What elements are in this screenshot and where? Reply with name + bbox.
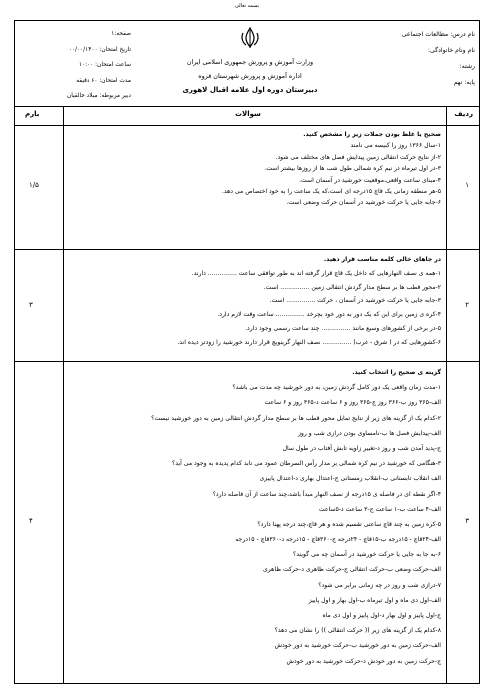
major-label: رشته: (459, 63, 475, 70)
question-title: صحیح یا غلط بودن جملات زیر را مشخص کنید. (303, 131, 441, 138)
row-column-header: ردیف (454, 110, 473, 118)
school-name: دبیرستان دوره اول علامه اقبال لاهوری (182, 86, 318, 94)
answer-options: الف-۴ ساعت ب-۱ ساعت ج-۳ ساعت د-۵ساعت (318, 505, 441, 513)
ministry-name: وزارت آموزش و پرورش جمهوری اسلامی ایران (186, 58, 314, 66)
answer-options: الف-حرکت زمین به دور خورشید ب-حرکت خورشید به دور خودش (274, 642, 441, 650)
answer-options: ج-اول پاییز و اول بهار د-اول پاییز و اول دی ماه (322, 612, 441, 619)
question-title: گزینه ی صحیح را انتخاب کنید. (352, 369, 441, 376)
student-name-label: نام ونام خانوادگی: (427, 47, 475, 54)
question-row-2 (15, 249, 479, 362)
question-item: ۲-محور قطب ها بر سطح مدار گردش انتقالی زمین ............... است. (263, 283, 441, 291)
question-item: ۱-همه ی نصف النهارهایی که داخل یک قاچ قرار گرفته اند به طور توافقی ساعت ............... دارند. (191, 269, 441, 277)
question-item: ۵-در برخی از کشورهای وسیع مانند ............... چند ساعت رسمی وجود دارد. (245, 324, 441, 332)
question-item: ۴-اگر نقطه ای در فاصله ی ۱۵درجه از نصف النهار مبدأ باشد،چند ساعت از آن فاصله دارد؟ (212, 490, 441, 498)
question-block-2 (77, 253, 441, 350)
top-caption: بسمه تعالی (234, 3, 260, 9)
question-block-1 (77, 129, 441, 209)
question-item: ۲-کدام یک از گزینه های زیر از نتایج تمایل محور قطب ها بر سطح مدار گردش انتقالی زمین به دور خورشید نیست؟ (151, 414, 441, 422)
question-item: ۳-هنگامی که خورشید در نیم کره شمالی بر مدار رأس السرطان عمود می تابد کدام پدیده به وجود می آید؟ (171, 460, 441, 468)
exam-info (21, 27, 131, 105)
column-headers (15, 106, 479, 126)
teacher-name: دبیر مربوطه: میلاد خالقیان (67, 93, 131, 99)
question-item: ۳-جابه جایی یا حرکت خورشید در آسمان ، حرکت ............... است. (269, 297, 441, 305)
question-item: ۵-هر منطقه زمانی یک قاچ ۱۵درجه ای است،که یک ساعت را به خود اختصاص می دهد. (221, 187, 441, 195)
question-item: ۸-کدام یک از گزینه های زیر (( حرکت انتقالی )) را نشان می دهد؟ (274, 627, 441, 635)
school-info (165, 25, 335, 97)
row-number: ۱ (465, 181, 469, 189)
answer-options: الف-۲۴قاچ - ۱۵درجه ب-۱۵قاچ - ۲۴درجه ج-۳۶۰قاچ - ۱۵درجه د-۳۶۰قاچ - ۱۵درجه (235, 536, 441, 544)
answer-options: الف-اول دی ماه و اول تیرماه ب-اول بهار و اول پاییز (308, 596, 441, 604)
question-item: ۴-مبنای ساعت واقعی،موقعیت خورشید در آسمان است. (299, 176, 441, 184)
exam-duration: مدت امتحان: ۶۰ دقیقه (76, 77, 131, 84)
question-item: ۶-کشورهایی که در ( شرق - غرب) ............... نصف النهار گرینویچ قرار دارند خورشید را زودتر دیده اند. (177, 338, 441, 346)
question-item: ۱-سال ۱۳۶۶ روز را کبیسه می نامند (350, 142, 441, 150)
row-score: ۱/۵ (29, 181, 39, 189)
question-row-1 (15, 125, 479, 250)
answer-options: ج-پدید آمدن شب و روز د-تغییر زاویه تابش آفتاب در طول سال (282, 444, 441, 452)
question-row-3 (15, 361, 479, 685)
answer-options: ج-حرکت زمین به دور خودش د-حرکت خورشید به دور خودش (286, 657, 441, 665)
exam-sheet (14, 20, 480, 684)
answer-options: الف-پیدایش فصل ها ب-نامساوی بودن درازی شب و روز (297, 429, 441, 437)
question-item: ۶-جابه جایی یا حرکت خورشید در آسمان حرکت وضعی است. (286, 199, 441, 207)
student-info (325, 27, 475, 91)
question-item: ۳-در اول تیرماه در نیم کره شمالی طول شب ها از روزها بیشتر است. (264, 165, 441, 173)
questions-column-header: سوالات (235, 110, 261, 118)
exam-header (15, 21, 479, 107)
grade-label: پایه: نهم (453, 79, 475, 86)
question-title: در جاهای خالی کلمه مناسب قرار دهید. (323, 256, 441, 263)
question-item: ۵-کره زمین به چند قاچ ساعتی تقسیم شده و هر قاچ،چند درجه پهنا دارد؟ (257, 520, 441, 528)
question-block-3 (77, 365, 441, 669)
answer-options: الف-۳۶۵ روز ب-۳۶۶ روز ج-۳۶۵ روز و ۶ ساعت د-۳۶۵ روز و ۶ ساعت (264, 399, 441, 407)
row-number: ۳ (465, 517, 469, 525)
answer-options: الف-حرکت وضعی ب-حرکت انتقالی ج-حرکت ظاهری د-حرکت ظاهری (263, 566, 441, 574)
exam-date: تاریخ امتحان: ۰۰/۰۰/۱۴۰۰ (68, 46, 131, 53)
question-item: ۶-به جا به جایی یا حرکت خورشید در آسمان چه می گویند؟ (292, 551, 441, 559)
page-number: صفحه:۱ (111, 31, 131, 37)
row-score: ۳ (29, 301, 33, 309)
iran-emblem-icon (237, 25, 263, 51)
question-item: ۴-کره ی زمین برای این که یک دور به دور خود بچرخد ............... ساعت وقت لازم دارد. (217, 311, 441, 319)
question-item: ۱-مدت زمان واقعی یک دور کامل گردش زمین، به دور خورشید چه مدت می باشد؟ (232, 384, 441, 392)
exam-time: ساعت امتحان: ۱۰:۰۰ (78, 62, 131, 68)
answer-options: الف انقلاب تابستانی ب-انقلاب زمستانی ج-اعتدال بهاری د-اعتدال پاییزی (259, 475, 441, 483)
question-item: ۲-از نتایج حرکت انتقالی زمین پیدایش فصل های مختلف می شود. (275, 153, 441, 161)
row-number: ۲ (465, 301, 469, 309)
question-item: ۷-درازی شب و روز در چه زمانی برابر می شود؟ (318, 581, 441, 589)
office-name: اداره آموزش و پرورش شهرستان قروه (198, 72, 302, 80)
row-score: ۴ (29, 517, 33, 525)
subject-label: نام درس: مطالعات اجتماعی (401, 31, 475, 38)
score-column-header: بارم (25, 110, 40, 118)
